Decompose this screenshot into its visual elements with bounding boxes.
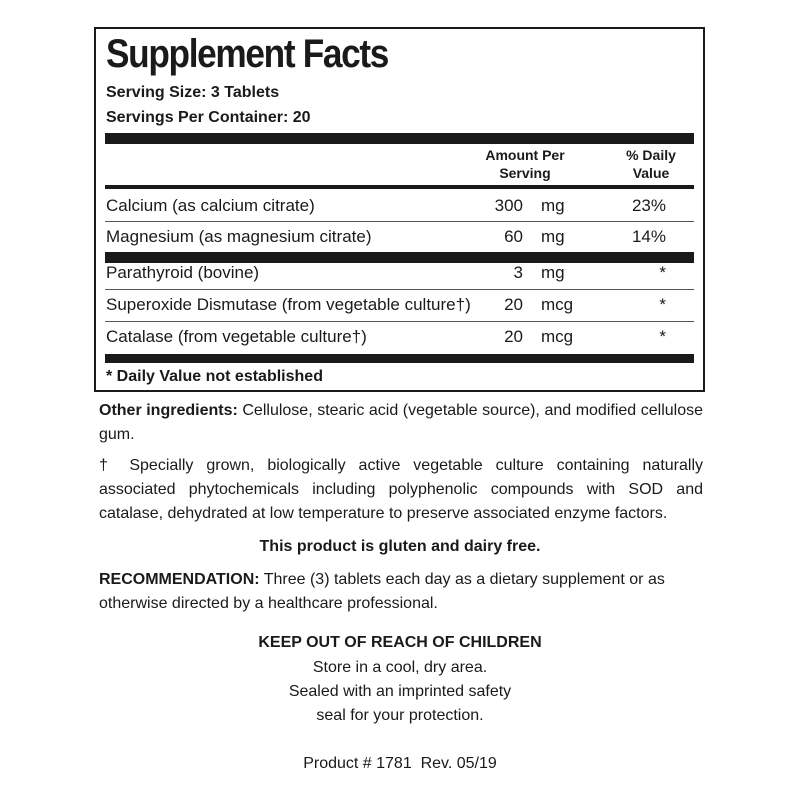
recommendation <box>99 568 703 616</box>
nutrient-row <box>106 322 693 352</box>
thick-divider-bottom <box>105 354 694 363</box>
other-ingredients-label: Other ingredients: <box>99 402 238 419</box>
nutrient-row <box>106 222 693 252</box>
keep-out-warning: KEEP OUT OF REACH OF CHILDREN <box>258 634 542 651</box>
nutrient-unit: mg <box>541 263 565 282</box>
nutrient-unit: mg <box>541 196 565 215</box>
storage-line-1: Store in a cool, dry area. <box>312 659 488 676</box>
thick-divider-top <box>105 133 694 144</box>
amount-header-line1: Amount Per <box>485 147 565 163</box>
recommendation-text: Three (3) tablets each day as a dietary supplement or as otherwise directed by a healthcare professional. <box>99 571 665 612</box>
storage-line-2: Sealed with an imprinted safety <box>288 683 512 700</box>
other-ingredients <box>99 399 703 447</box>
gluten-free-statement: This product is gluten and dairy free. <box>259 538 541 555</box>
nutrient-quantity: 20 <box>504 327 523 346</box>
storage-line-3: seal for your protection. <box>316 707 484 724</box>
nutrient-daily-value: * <box>659 263 666 282</box>
nutrient-unit: mcg <box>541 327 574 346</box>
supplement-facts-panel <box>94 27 705 392</box>
dv-header-line2: Value <box>632 165 670 181</box>
nutrient-quantity: 20 <box>504 295 523 314</box>
other-ingredients-text: Cellulose, stearic acid (vegetable source), and modified cellulose gum. <box>99 402 703 443</box>
nutrient-name: Calcium (as calcium citrate) <box>106 196 315 215</box>
daily-value-footnote: * Daily Value not established <box>106 368 323 385</box>
nutrient-name: Catalase (from vegetable culture†) <box>106 327 367 346</box>
nutrient-row <box>106 258 693 288</box>
serving-size: Serving Size: 3 Tablets <box>106 84 280 101</box>
amount-header-line2: Serving <box>499 165 551 181</box>
nutrient-daily-value: 14% <box>631 227 666 246</box>
nutrient-name: Parathyroid (bovine) <box>106 263 260 282</box>
nutrient-row <box>106 191 693 221</box>
amount-per-serving-header <box>476 146 574 182</box>
nutrient-name: Magnesium (as magnesium citrate) <box>106 227 372 246</box>
product-number: Product # 1781 Rev. 05/19 <box>303 755 497 772</box>
nutrient-daily-value: * <box>659 327 666 346</box>
nutrient-daily-value: 23% <box>631 196 666 215</box>
dv-header-line1: % Daily <box>626 147 676 163</box>
nutrient-quantity: 3 <box>513 263 523 282</box>
nutrient-unit: mg <box>541 227 565 246</box>
servings-per-container: Servings Per Container: 20 <box>106 109 311 126</box>
nutrient-quantity: 300 <box>494 196 523 215</box>
recommendation-label: RECOMMENDATION: <box>99 571 260 588</box>
daily-value-header <box>601 146 701 182</box>
nutrient-row <box>106 290 693 320</box>
divider-header <box>105 185 694 189</box>
nutrient-name: Superoxide Dismutase (from vegetable culture†) <box>106 295 471 314</box>
nutrient-daily-value: * <box>659 295 666 314</box>
panel-title: Supplement Facts <box>106 32 389 76</box>
nutrient-unit: mcg <box>541 295 574 314</box>
dagger-note: † Specially grown, biologically active vegetable culture containing naturally associated phytochemicals including polyphenolic compounds with SOD and catalase, dehydrated at low temperature to preserve associated enzyme factors. <box>99 457 703 522</box>
nutrient-quantity: 60 <box>504 227 523 246</box>
